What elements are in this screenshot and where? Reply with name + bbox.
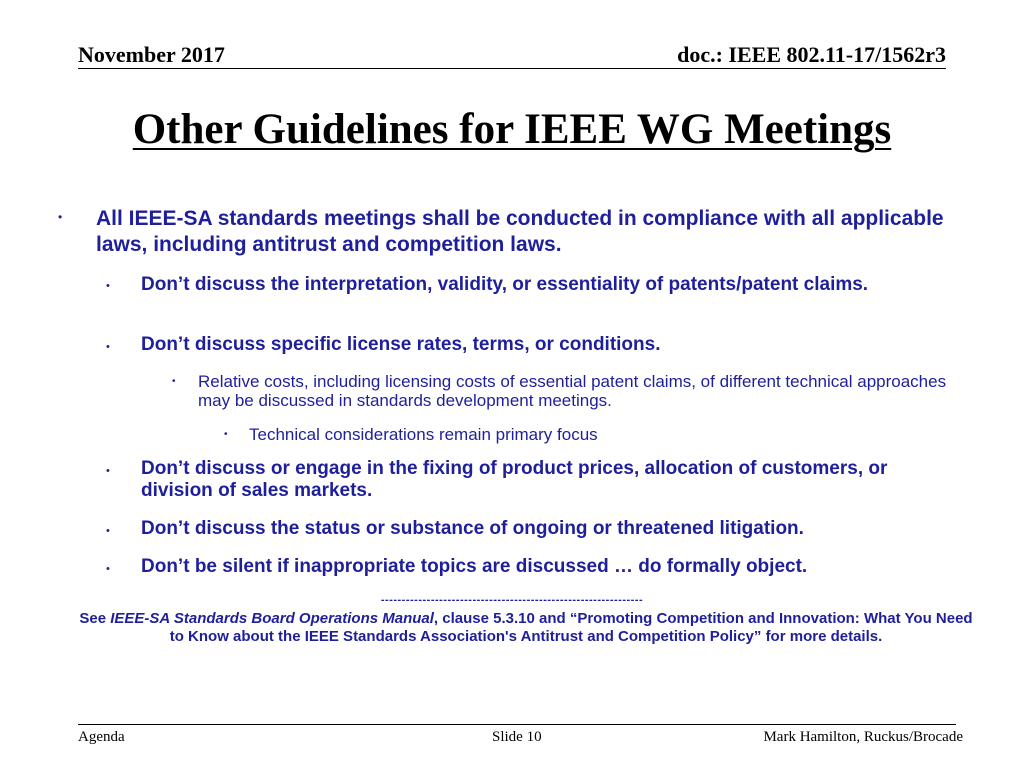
bullet-dot: •	[172, 376, 176, 387]
bullet-dot: •	[106, 280, 110, 292]
bullet-level4-technical: Technical considerations remain primary focus	[249, 425, 598, 444]
header-rule	[78, 68, 946, 69]
bullet-level2-license: Don’t discuss specific license rates, terms, or conditions.	[141, 334, 661, 355]
bullet-dot: •	[58, 210, 63, 224]
footer-author: Mark Hamilton, Ruckus/Brocade	[763, 729, 963, 745]
manual-title: IEEE-SA Standards Board Operations Manual	[110, 610, 434, 627]
header-date: November 2017	[78, 42, 225, 67]
header-doc-id: doc.: IEEE 802.11-17/1562r3	[677, 42, 946, 67]
separator-line: ---------------------------------------------------------------	[380, 594, 644, 606]
footer-left: Agenda	[78, 729, 125, 745]
see-suffix: , clause 5.3.10 and “Promoting Competition and Innovation: What You Need to Know about the IEEE Standards Association's Antitrust and Competition Policy” for more details.	[169, 610, 973, 645]
footer-rule	[78, 724, 956, 725]
slide-title: Other Guidelines for IEEE WG Meetings	[132, 106, 892, 153]
bullet-dot: •	[106, 465, 110, 477]
bullet-level2-prices: Don’t discuss or engage in the fixing of product prices, allocation of customers, or division of sales markets.	[141, 458, 888, 501]
bullet-level3-relative-costs: Relative costs, including licensing costs of essential patent claims, of different technical approaches may be discussed in standards development meetings.	[198, 372, 947, 410]
see-prefix: See	[79, 610, 111, 627]
bullet-dot: •	[106, 563, 110, 575]
bullet-dot: •	[224, 429, 228, 440]
bullet-level1: All IEEE-SA standards meetings shall be conducted in compliance with all applicable laws, including antitrust and competition laws.	[96, 207, 944, 256]
bullet-level2-patents: Don’t discuss the interpretation, validity, or essentiality of patents/patent claims.	[141, 274, 869, 295]
bullet-level2-litigation: Don’t discuss the status or substance of ongoing or threatened litigation.	[141, 518, 804, 539]
bullet-dot: •	[106, 341, 110, 353]
bullet-dot: •	[106, 525, 110, 537]
bullet-level2-object: Don’t be silent if inappropriate topics are discussed … do formally object.	[141, 556, 808, 577]
see-note	[76, 610, 976, 646]
footer-slide-number: Slide 10	[492, 729, 542, 745]
